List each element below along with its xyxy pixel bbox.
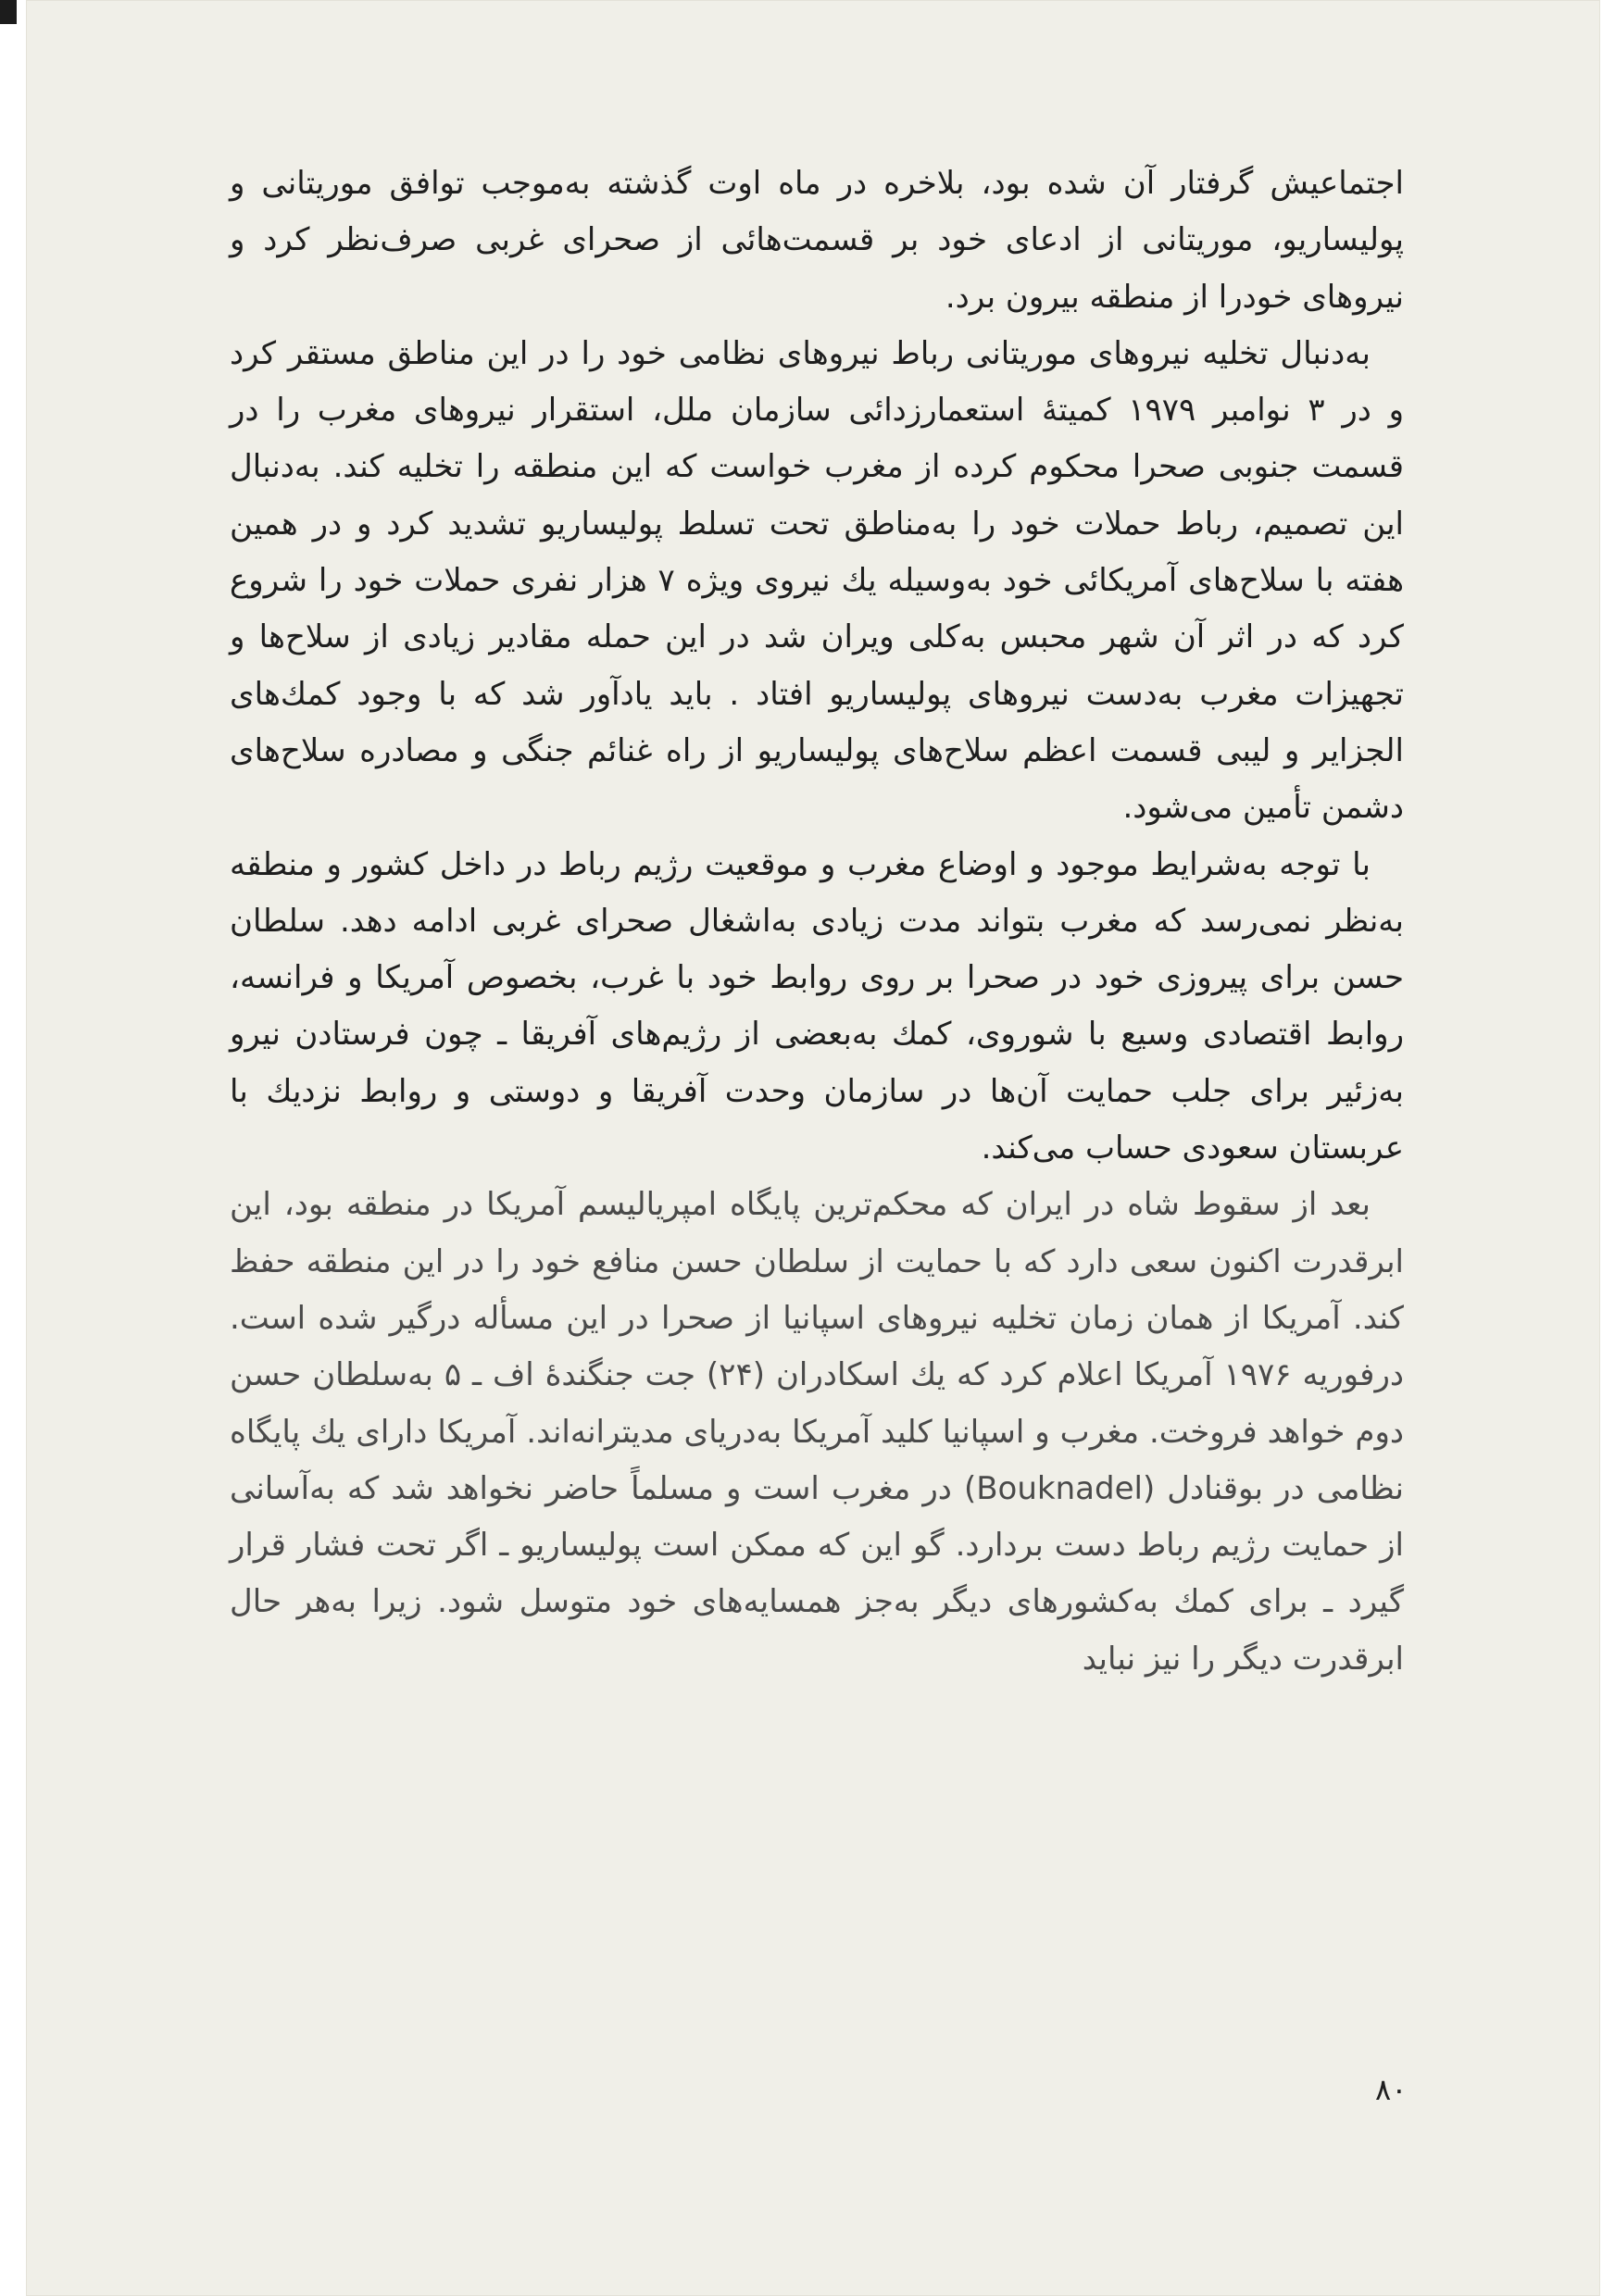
body-text [230,156,1404,1688]
scan-corner-mark [0,0,17,24]
paragraph-4: بعد از سقوط شاه در ایران که محکم‌ترین پایگاه امپریالیسم آمریکا در منطقه بود، این ابرقدرت اکنون سعی دارد که با حمایت از سلطان حسن منافع خود را در این منطقه حفظ کند. آمریکا از همان زمان تخلیه نیروهای اسپانیا از صحرا در این مسأله درگیر شده است. درفوریه ۱۹۷۶ آمریکا اعلام کرد که یك اسکادران (۲۴) جت جنگندهٔ اف ـ ۵ به‌سلطان حسن دوم خواهد فروخت. مغرب و اسپانیا کلید آمریکا به‌دریای مدیترانه‌اند. آمریکا دارای یك پایگاه نظامی در بوقنادل (Bouknadel) در مغرب است و مسلماً حاضر نخواهد شد که به‌آسانی از حمایت رژیم رباط دست بردارد. گو این که ممکن است پولیساریو ـ اگر تحت فشار قرار گیرد ـ برای کمك به‌کشورهای دیگر به‌جز همسایه‌های خود متوسل شود. زیرا به‌هر حال ابرقدرت دیگر را نیز نباید [230,1186,1404,1678]
paragraph-3: با توجه به‌شرایط موجود و اوضاع مغرب و موقعیت رژیم رباط در داخل کشور و منطقه به‌نظر نمی‌رسد که مغرب بتواند مدت زیادی به‌اشغال صحرای غربی ادامه دهد. سلطان حسن برای پیروزی خود در صحرا بر روی روابط خود با غرب، بخصوص آمریکا و فرانسه، روابط اقتصادی وسیع با شوروی، کمك به‌بعضی از رژیم‌های آفریقا ـ چون فرستادن نیرو به‌زئیر برای جلب حمایت آن‌ها در سازمان وحدت آفریقا و دوستی و روابط نزدیك با عربستان سعودی حساب می‌کند. [230,845,1404,1167]
paragraph-1: اجتماعیش گرفتار آن شده بود، بلاخره در ماه اوت گذشته به‌موجب توافق موریتانی و پولیساریو، موریتانی از ادعای خود بر قسمت‌هائی از صحرای غربی صرف‌نظر کرد و نیروهای خودرا از منطقه بیرون برد. [230,165,1404,316]
paragraph-2: به‌دنبال تخلیه نیروهای موریتانی رباط نیروهای نظامی خود را در این مناطق مستقر کرد و در ۳ نوامبر ۱۹۷۹ کمیتهٔ استعمارزدائی سازمان ملل، استقرار نیروهای مغرب را در قسمت جنوبی صحرا محکوم کرده از مغرب خواست که این منطقه را تخلیه کند. به‌دنبال این تصمیم، رباط حملات خود را به‌مناطق تحت تسلط پولیساریو تشدید کرد و در همین هفته با سلاح‌های آمریکائی خود به‌وسیله یك نیروی ویژه ۷ هزار نفری حملات خود را شروع کرد که در اثر آن شهر محبس به‌کلی ویران شد در این حمله مقادیر زیادی از سلاح‌ها و تجهیزات مغرب به‌دست نیروهای پولیساریو افتاد . باید یادآور شد که با وجود کمك‌های الجزایر و لیبی قسمت اعظم سلاح‌های پولیساریو از راه غنائم جنگی و مصادره سلاح‌های دشمن تأمین می‌شود. [230,334,1405,827]
page-number: ۸۰ [1375,2072,1408,2107]
